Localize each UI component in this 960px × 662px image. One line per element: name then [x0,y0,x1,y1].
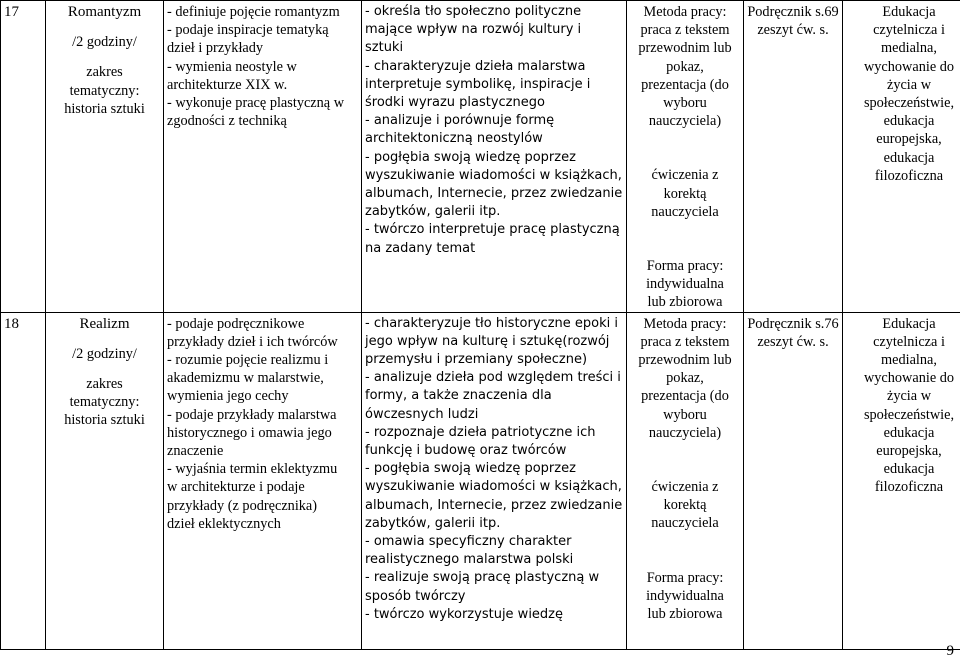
topic-name: Romantyzm [67,4,142,20]
lesson-number: 18 [1,312,46,649]
topic-hours: /2 godziny/ [72,34,137,51]
teaching-aids: Podręcznik s.69 zeszyt ćw. s. [744,1,843,313]
extended-requirements: - charakteryzuje tło historyczne epoki i jego wpływ na kulturę i sztukę(rozwój przemysłu i przemiany społeczne) - analizuje dzieła pod względem treści i formy, a także znaczenia dla ówczesnych ludzi - rozpoznaje dzieła patriotyczne ich funkcję i budowę oraz twórców - pogłębia swoją wiedzę poprzez wyszukiwanie wiadomości w książkach, albumach, Internecie, przez zwiedzanie zabytków, galerii itp. - omawia specyficzny charakter realistycznego malarstwa polski - realizuje swoją pracę plastyczną w sposób twórczy - twórczo wykorzystuje wiedzę [362,312,627,649]
lesson-topic [46,312,164,649]
teaching-aids: Podręcznik s.76 zeszyt ćw. s. [744,312,843,649]
basic-requirements: - definiuje pojęcie romantyzm - podaje inspiracje tematyką dzieł i przykłady - wymienia neostyle w architekturze XIX w. - wykonuje pracę plastyczną w zgodności z techniką [164,1,362,313]
teaching-methods: Metoda pracy: praca z tekstem przewodnim lub pokaz, prezentacja (do wyboru nauczyciela) ćwiczenia z korektą nauczyciela Forma pracy: indywidualna lub zbiorowa [627,1,744,313]
topic-name: Realizm [79,315,130,332]
topic-scope: zakres tematyczny: historia sztuki [64,376,145,429]
cross-curricular-paths: Edukacja czytelnicza i medialna, wychowanie do życia w społeczeństwie, edukacja europejska, edukacja filozoficzna [843,1,960,313]
topic-scope: zakres tematyczny: historia sztuki [64,64,145,117]
basic-requirements: - podaje podręcznikowe przykłady dzieł i ich twórców - rozumie pojęcie realizmu i akademizmu w malarstwie, wymienia jego cechy - podaje przykłady malarstwa historycznego i omawia jego znaczenie - wyjaśnia termin eklektyzmu w architekturze i podaje przykłady (z podręcznika) dzieł eklektycznych [164,312,362,649]
table-row [1,1,960,313]
teaching-methods: Metoda pracy: praca z tekstem przewodnim lub pokaz, prezentacja (do wyboru nauczyciela) ćwiczenia z korektą nauczyciela Forma pracy: indywidualna lub zbiorowa [627,312,744,649]
page-number: 9 [946,643,954,659]
table-row [1,312,960,649]
extended-requirements: - określa tło społeczno polityczne mające wpływ na rozwój kultury i sztuki - charakteryzuje dzieła malarstwa interpretuje symbolikę, inspiracje i środki wyrazu plastycznego - analizuje i porównuje formę architektoniczną neostylów - pogłębia swoją wiedzę poprzez wyszukiwanie wiadomości w książkach, albumach, Internecie, przez zwiedzanie zabytków, galerii itp. - twórczo interpretuje pracę plastyczną na zadany temat [362,1,627,313]
lesson-topic [46,1,164,313]
cross-curricular-paths: Edukacja czytelnicza i medialna, wychowanie do życia w społeczeństwie, edukacja europejska, edukacja filozoficzna [843,312,960,649]
lesson-number: 17 [1,1,46,313]
topic-hours: /2 godziny/ [72,345,137,362]
